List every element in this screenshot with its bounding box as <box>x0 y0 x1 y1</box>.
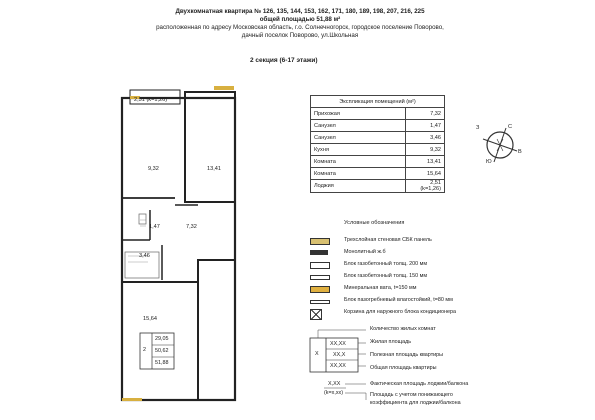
key-xx2: XX,X <box>333 352 346 358</box>
legend-title: Условные обозначения <box>344 220 405 226</box>
key-label-7: коэффициента для лоджии/балкона <box>370 400 461 406</box>
table-row: Прихожая 7,32 <box>311 108 445 120</box>
key-x: X <box>315 351 319 357</box>
swatch-pgb <box>310 300 330 304</box>
plan-outer-wall <box>122 98 235 400</box>
room-label-room2: 15,64 <box>143 316 157 322</box>
table-row: Комната 15,64 <box>311 168 445 180</box>
hall-right-wall <box>198 200 235 400</box>
compass-icon <box>483 128 517 162</box>
swatch-gas150 <box>310 275 330 280</box>
swatch-wool <box>310 286 330 293</box>
table-row: Санузел 3,46 <box>311 132 445 144</box>
swatch-gas200 <box>310 262 330 269</box>
table-row: Лоджия 2,51 (k=1,26) <box>311 180 445 193</box>
summary-useful: 50,62 <box>155 348 169 354</box>
table-row: Комната 13,41 <box>311 156 445 168</box>
window-loggia <box>214 86 234 90</box>
key-label-6: Площадь с учетом понижающего <box>370 392 453 398</box>
explication-title: Экспликация помещений (м²) <box>311 96 445 108</box>
toilet <box>139 214 146 224</box>
room-label-loggia: 2,51 (k=1,26) <box>134 97 168 103</box>
compass-e: В <box>518 149 522 155</box>
room-label-room1: 13,41 <box>207 166 221 172</box>
summary-count: 2 <box>143 347 146 353</box>
compass-n: С <box>508 124 513 130</box>
section-label: 2 секция (6-17 этажи) <box>250 57 318 64</box>
key-label-2: Жилая площадь <box>370 339 412 345</box>
compass-s: Ю <box>486 159 492 165</box>
compass-w: З <box>476 125 480 131</box>
summary-living: 29,05 <box>155 336 169 342</box>
room-label-hall: 7,32 <box>186 224 197 230</box>
header-title: Двухкомнатная квартира № 126, 135, 144, 153, 162, 171, 180, 189, 198, 207, 216, 225 <box>175 8 425 15</box>
key-label-1: Количество жилых комнат <box>370 326 436 332</box>
explication-table <box>310 95 445 193</box>
key-label-4: Общая площадь квартиры <box>370 365 437 371</box>
table-row: Санузел 1,47 <box>311 120 445 132</box>
window-room2 <box>122 398 142 401</box>
room-label-kitchen: 9,32 <box>148 166 159 172</box>
swatch-sbk <box>310 238 330 245</box>
key-xx1: XX,XX <box>330 341 346 347</box>
key-xx3: XX,XX <box>330 363 346 369</box>
summary-total: 51,88 <box>155 360 169 366</box>
key-label-3: Полезная площадь квартиры <box>370 352 444 358</box>
key-loggia-a: X,XX <box>328 381 341 387</box>
key-label-5: Фактическая площадь лоджии/балкона <box>370 381 469 387</box>
table-row: Кухня 9,32 <box>311 144 445 156</box>
room-label-bath2: 3,46 <box>139 253 150 259</box>
header-area: общей площадью 51,88 м² <box>259 16 341 23</box>
header-address-2: дачный поселок Поворово, ул.Школьная <box>241 32 359 39</box>
plan-right-wing <box>185 92 235 202</box>
room-label-bath1: 1,47 <box>149 224 160 230</box>
swatch-mono <box>310 250 328 255</box>
swatch-ac-basket <box>310 309 322 320</box>
key-loggia-b: (k=x,xx) <box>324 390 344 396</box>
header-address-1: расположенная по адресу Московская область, г.о. Солнечногорск, городское поселение Поворово, <box>156 24 444 31</box>
